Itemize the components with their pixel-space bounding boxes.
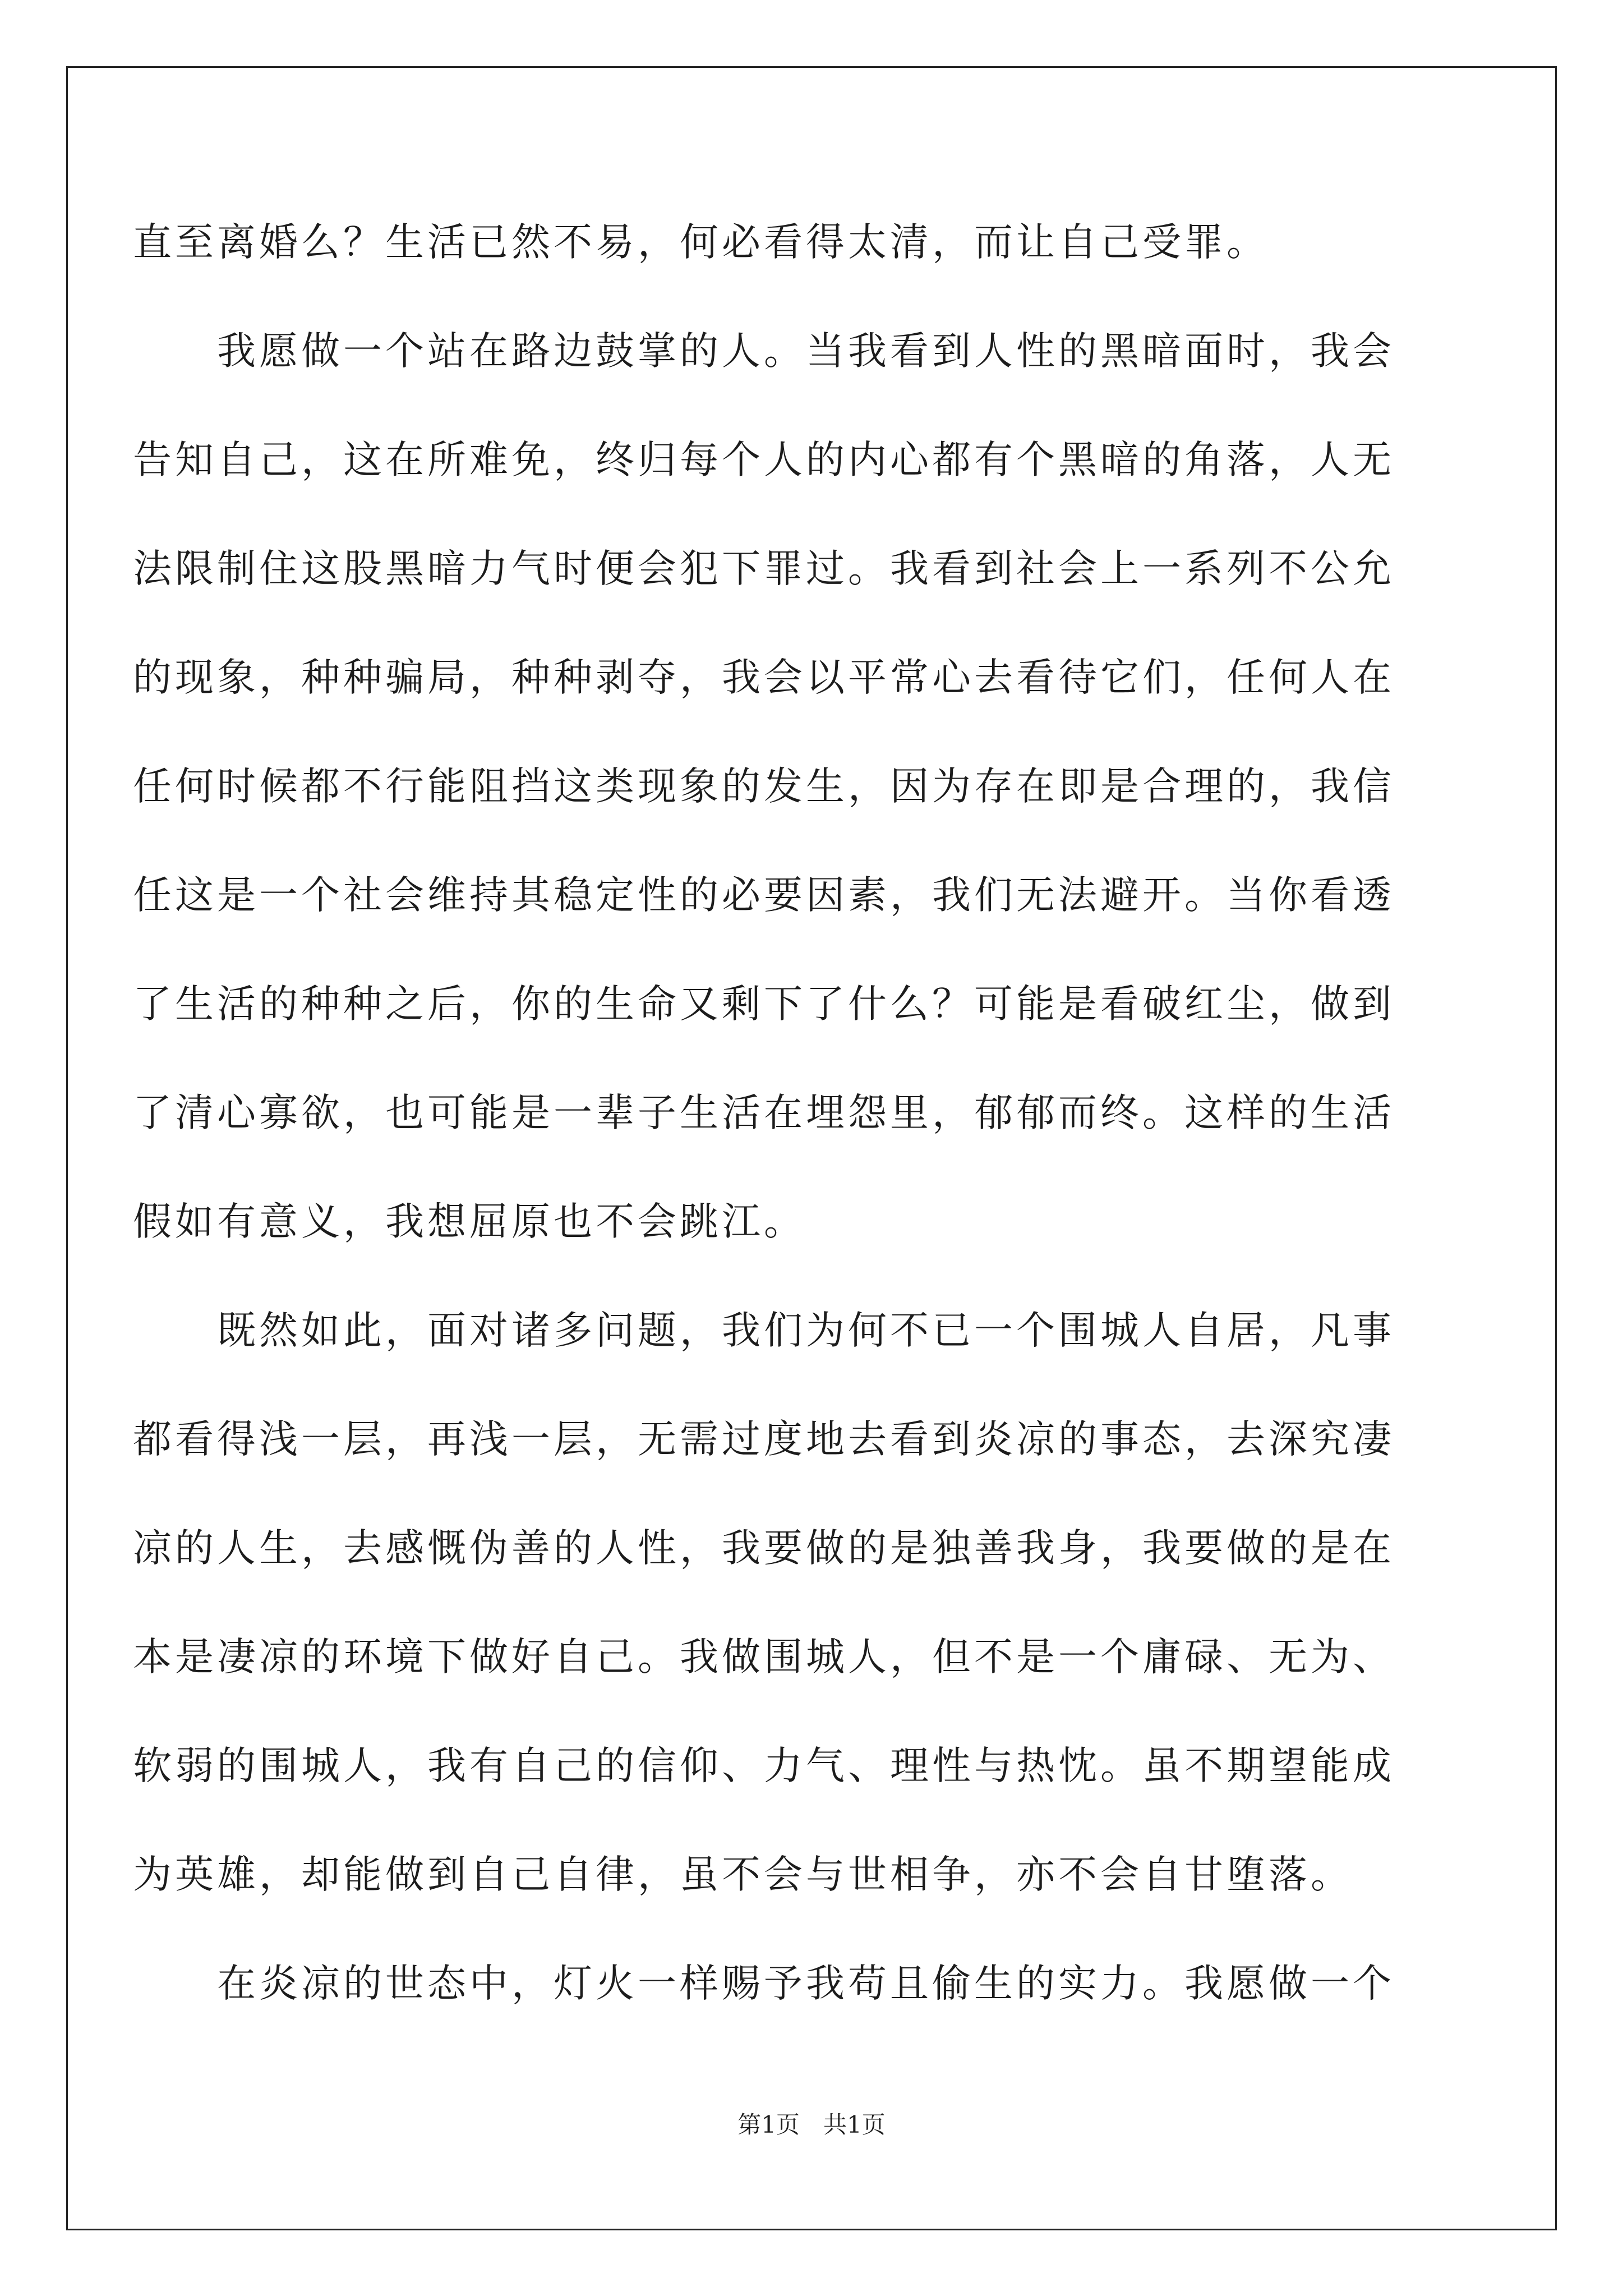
text-line: 任这是一个社会维持其稳定性的必要因素，我们无法避开。当你看透 <box>133 873 1395 918</box>
text-line: 了生活的种种之后，你的生命又剩下了什么？可能是看破红尘，做到 <box>133 982 1395 1027</box>
text-line: 为英雄，却能做到自己自律，虽不会与世相争，亦不会自甘堕落。 <box>133 1852 1353 1897</box>
text-line: 的现象，种种骗局，种种剥夺，我会以平常心去看待它们，任何人在 <box>133 655 1395 700</box>
text-line: 了清心寡欲，也可能是一辈子生活在埋怨里，郁郁而终。这样的生活 <box>133 1091 1395 1135</box>
text-line: 都看得浅一层，再浅一层，无需过度地去看到炎凉的事态，去深究凄 <box>133 1417 1395 1462</box>
text-line: 本是凄凉的环境下做好自己。我做围城人，但不是一个庸碌、无为、 <box>133 1635 1395 1680</box>
text-line: 在炎凉的世态中，灯火一样赐予我苟且偷生的实力。我愿做一个 <box>133 1961 1395 2006</box>
text-line: 告知自己，这在所难免，终归每个人的内心都有个黑暗的角落，人无 <box>133 438 1395 482</box>
text-line: 直至离婚么？生活已然不易，何必看得太清，而让自己受罪。 <box>133 220 1269 265</box>
page-footer: 第1页 共1页 <box>737 2111 886 2138</box>
text-line: 我愿做一个站在路边鼓掌的人。当我看到人性的黑暗面时，我会 <box>133 329 1395 374</box>
text-line: 既然如此，面对诸多问题，我们为何不已一个围城人自居，凡事 <box>133 1308 1395 1353</box>
text-line: 软弱的围城人，我有自己的信仰、力气、理性与热忱。虽不期望能成 <box>133 1743 1395 1788</box>
text-line: 法限制住这股黑暗力气时便会犯下罪过。我看到社会上一系列不公允 <box>133 546 1395 591</box>
text-line: 任何时候都不行能阻挡这类现象的发生，因为存在即是合理的，我信 <box>133 764 1395 809</box>
text-line: 凉的人生，去感慨伪善的人性，我要做的是独善我身，我要做的是在 <box>133 1526 1395 1571</box>
text-line: 假如有意义，我想屈原也不会跳江。 <box>133 1199 806 1244</box>
